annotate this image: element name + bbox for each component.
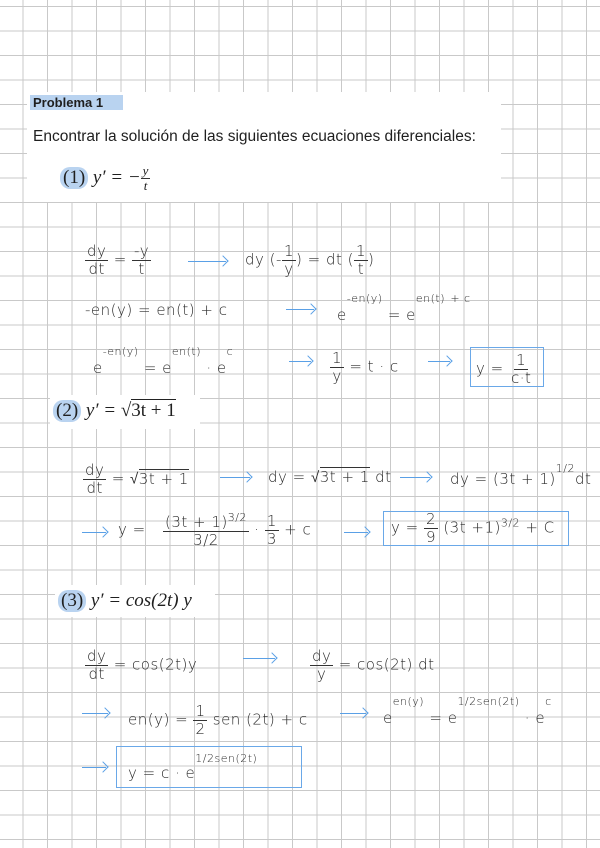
eq1-step1-right [245, 243, 374, 277]
exponent: c [226, 345, 234, 358]
text: · e [206, 359, 227, 377]
equation-3-heading [58, 590, 192, 612]
arrow-right-icon [82, 713, 108, 714]
text: = t · c [349, 357, 399, 376]
eq1-step3-mid [330, 350, 399, 384]
exponent: -en(y) [346, 292, 383, 305]
arrow-right-icon [286, 309, 314, 310]
frac-den: t [138, 259, 145, 278]
text: y = c · e [128, 764, 196, 782]
arrow-right-icon [400, 477, 430, 478]
frac-den: dt [88, 259, 105, 278]
text: · [254, 520, 260, 539]
eq3-lhs: y′ = cos(2t) y [90, 590, 192, 611]
exponent: 1/2 [555, 462, 575, 475]
equation-number-1: (1) [60, 167, 88, 189]
text: + c [284, 520, 312, 539]
exponent: 1/2sen(2t) [195, 752, 258, 765]
eq1-frac-num: y [142, 163, 149, 178]
exponent: en(t) [171, 345, 202, 358]
text: y = [118, 520, 146, 539]
text: e [337, 306, 347, 324]
text: dy = (3t + 1) [450, 470, 556, 488]
text: en(y) = [128, 710, 189, 729]
frac-den: t [357, 259, 365, 278]
problem-instructions: Encontrar la solución de las siguientes ecuaciones diferenciales: [33, 128, 476, 145]
eq3-step2-right [383, 695, 552, 727]
text: ) = dt ( [295, 250, 354, 269]
eq2-radicand: 3t + 1 [131, 400, 176, 421]
arrow-right-icon [82, 532, 106, 533]
text: = [111, 469, 125, 488]
eq3-step1-right [310, 648, 435, 682]
eq3-step1-left [85, 648, 197, 682]
frac-num: 2 [426, 510, 437, 528]
eq1-step1-left [85, 243, 151, 277]
text: dt [574, 470, 592, 488]
arrow-right-icon [344, 532, 368, 533]
eq2-step1-right [450, 462, 592, 488]
text: sen (2t) + c [212, 710, 308, 729]
eq1-frac-den: t [143, 178, 148, 194]
frac-num: dy [87, 242, 107, 260]
eq1-answer [476, 352, 533, 386]
frac-num: 1 [516, 351, 527, 369]
arrow-right-icon [188, 261, 226, 262]
exponent: en(y) [392, 695, 425, 708]
text: (3t +1) [443, 518, 501, 537]
arrow-right-icon [340, 713, 366, 714]
frac-den: y [317, 664, 327, 683]
radicand: 3t + 1 [319, 468, 370, 486]
equation-number-2: (2) [53, 400, 81, 422]
frac-num: (3t + 1) [165, 513, 228, 531]
text: ) [368, 250, 375, 269]
eq2-step2-left [118, 512, 311, 548]
text: e [383, 709, 393, 727]
exponent: 3/2 [227, 511, 247, 524]
eq2-step1-mid: dy = √3t + 1 dt [268, 468, 392, 486]
text: e [93, 359, 103, 377]
text: dy = [268, 468, 306, 486]
text: = cos(2t)y [113, 655, 198, 674]
text: y = [391, 518, 419, 537]
frac-den: y [284, 259, 294, 278]
text: = e [429, 709, 458, 727]
frac-den: 3 [266, 529, 277, 548]
eq2-step1-left: $\frac{dy}{dt}$ = √3t + 1 [85, 461, 189, 497]
frac-num: 1 [332, 349, 343, 367]
frac-den: dt [88, 664, 105, 683]
problem-title: Problema 1 [30, 95, 123, 110]
eq2-answer [391, 511, 555, 545]
frac-num: dy [85, 461, 105, 479]
eq1-step2-right [337, 292, 471, 324]
eq3-step2-left [128, 703, 308, 737]
eq2-lhs: y′ = [85, 400, 121, 421]
frac-den: 9 [426, 527, 437, 546]
frac-den: dt [86, 478, 103, 497]
frac-den: 2 [195, 719, 206, 738]
text: + c [450, 292, 471, 305]
arrow-right-icon [243, 658, 275, 659]
text: = e [387, 306, 416, 324]
frac-num: 1 [283, 242, 294, 260]
frac-den: c·t [511, 368, 532, 387]
exponent: 3/2 [500, 516, 521, 530]
arrow-right-icon [428, 361, 450, 362]
exponent: 1/2sen(2t) [457, 695, 520, 708]
equals: = [113, 250, 127, 269]
arrow-right-icon [82, 767, 106, 768]
arrow-right-icon [289, 361, 311, 362]
equation-1-heading [60, 164, 150, 194]
frac-num: 1 [195, 702, 206, 720]
frac-den: 3/2 [193, 530, 219, 549]
frac-num: dy [87, 647, 107, 665]
radicand: 3t + 1 [138, 469, 189, 488]
text: + C [525, 518, 555, 537]
text: = e [143, 359, 172, 377]
frac-num: 1 [355, 242, 367, 260]
frac-den: y [332, 366, 342, 385]
text: dt [375, 468, 392, 486]
equation-2-heading: (2) y′ = √3t + 1 [53, 400, 176, 422]
eq1-step3-left [93, 345, 234, 377]
frac-num: 1 [266, 512, 277, 530]
text: = cos(2t) dt [338, 655, 435, 674]
frac-num: dy [312, 647, 332, 665]
equation-number-3: (3) [58, 590, 86, 612]
exponent: -en(y) [102, 345, 139, 358]
arrow-right-icon [220, 477, 250, 478]
exponent: c [545, 695, 552, 708]
eq1-lhs: y′ = − [92, 167, 141, 189]
frac-num: -y [134, 242, 150, 260]
eq1-step2-left: -en(y) = en(t) + c [85, 301, 228, 319]
text: y = [476, 359, 504, 378]
exponent: en(t) [415, 292, 446, 305]
text: · e [524, 709, 546, 727]
text: dy (- [245, 250, 282, 269]
